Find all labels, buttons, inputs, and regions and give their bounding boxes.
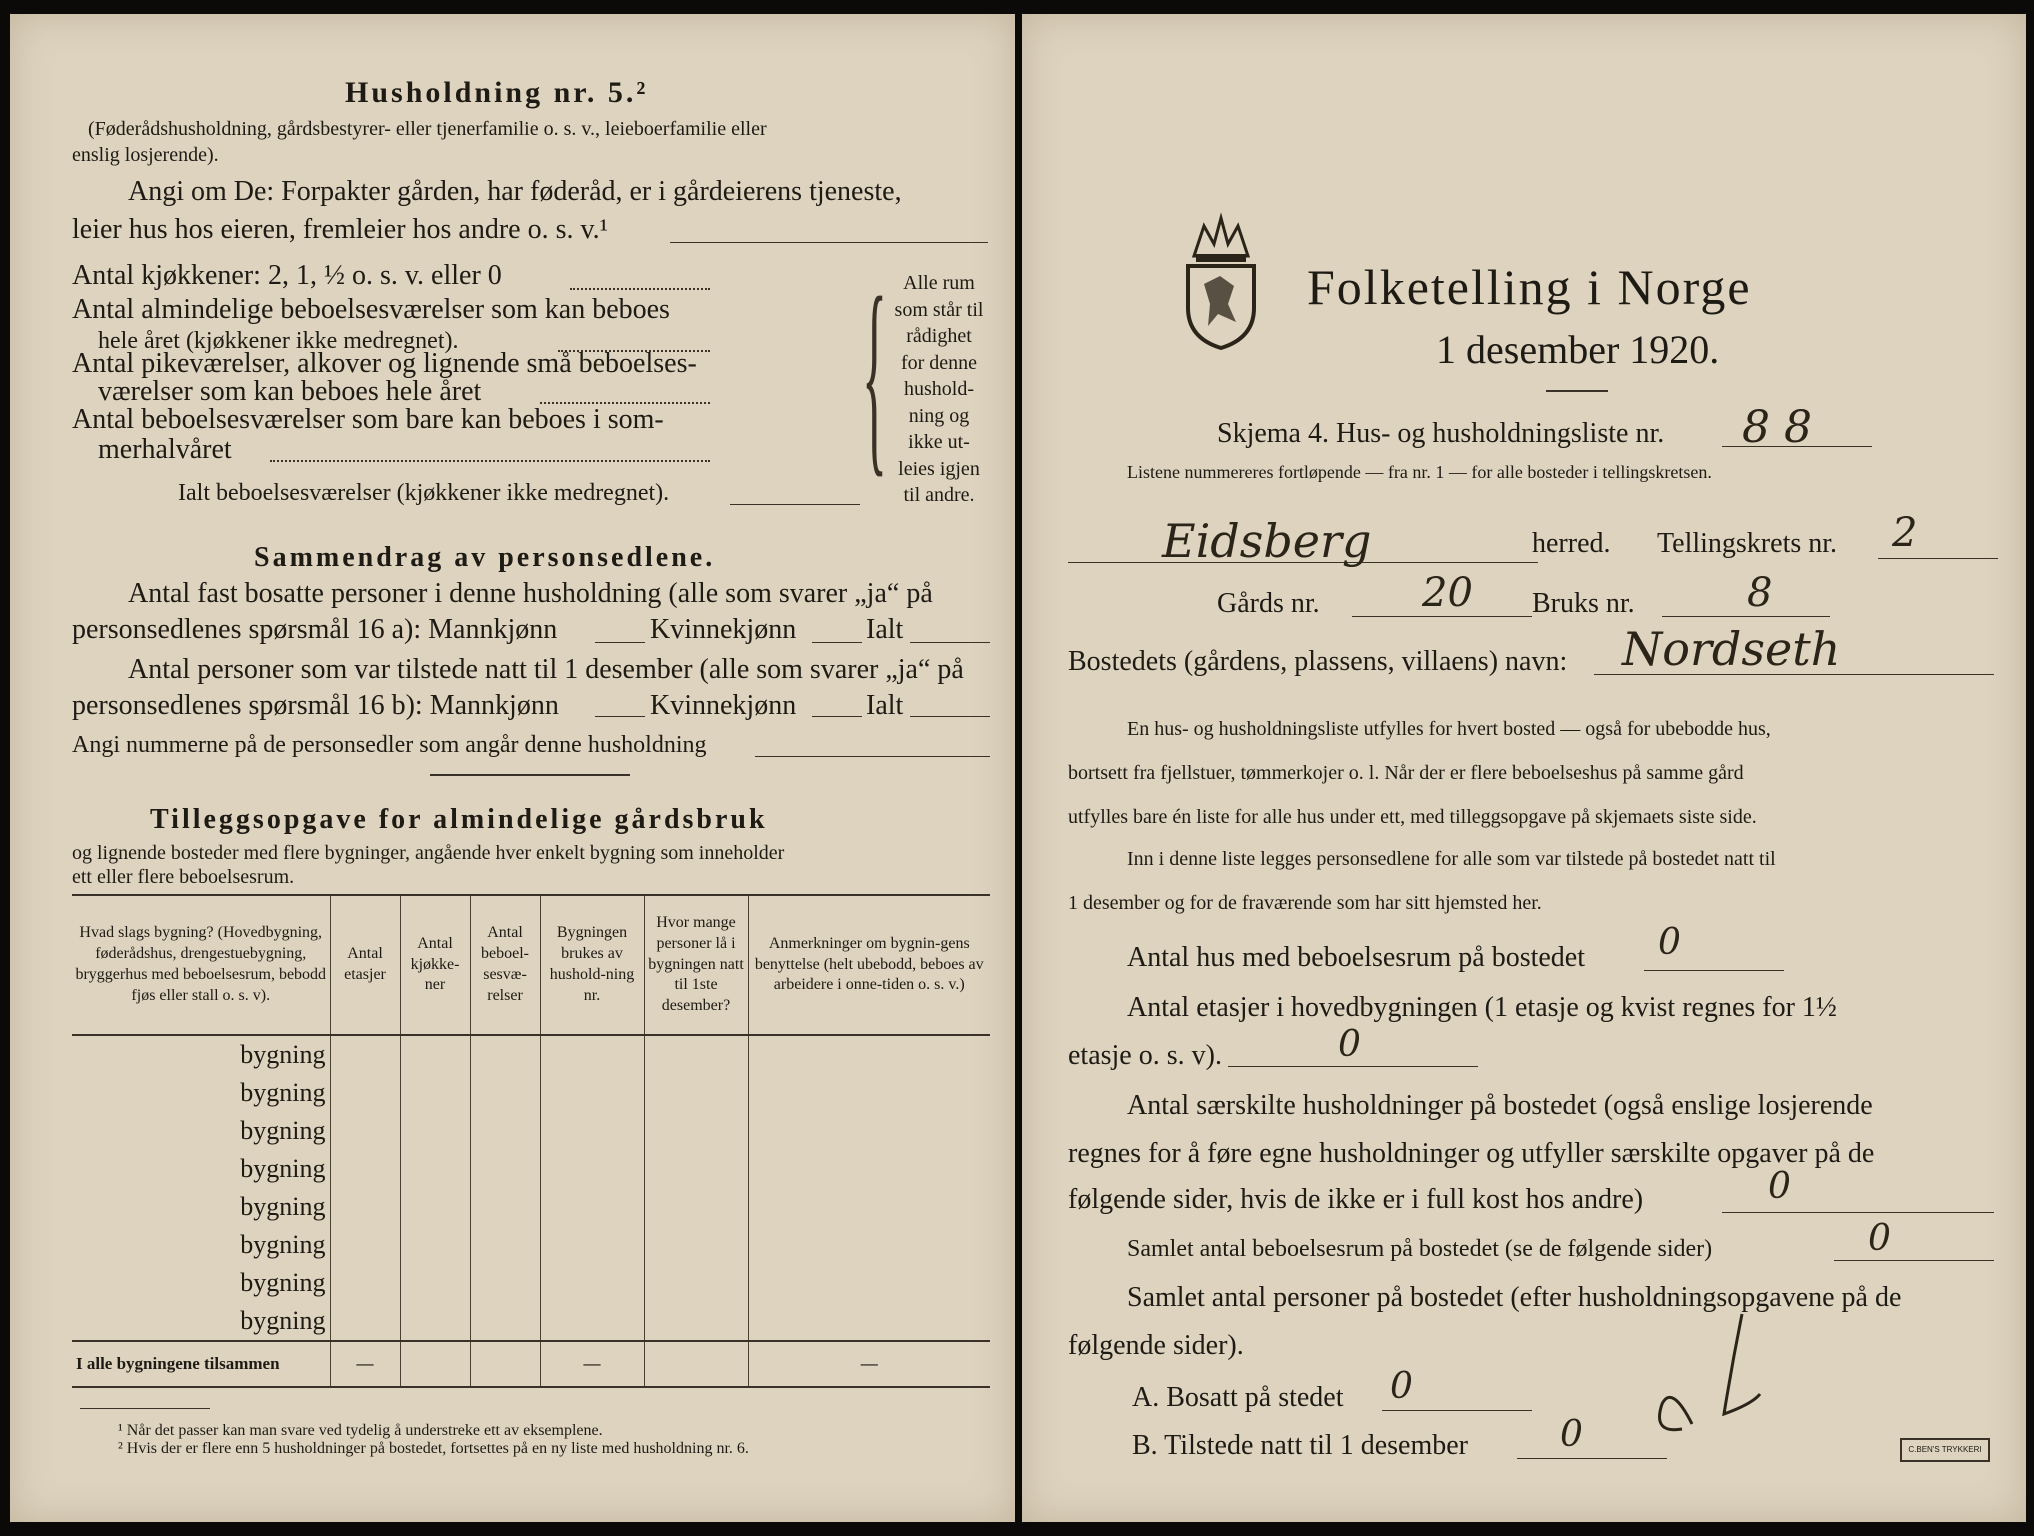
total-anmerkninger: — [860,1354,878,1373]
summary-line6: personsedlenes spørsmål 16 b): Mannkjønn [72,690,559,721]
handwritten-mark [1632,1294,1792,1444]
q-rum-value: 0 [1868,1218,1891,1259]
building-type-cell: bygning [72,1074,330,1112]
brace-note-line: leies igjen [898,457,980,480]
kjokkener-cell [400,1035,470,1074]
etasjer-cell [330,1112,400,1150]
kjokkener-cell [400,1264,470,1302]
anmerkninger-cell [748,1226,990,1264]
info-line2: bortsett fra fjellstuer, tømmerkojer o. l. Når der er flere beboelseshus på samme gård [1068,762,1744,784]
etasjer-cell [330,1302,400,1341]
etasjer-cell [330,1226,400,1264]
building-table-body [72,1035,990,1341]
household-intro-line1: (Føderådshusholdning, gårdsbestyrer- eller tjenerfamilie o. s. v., leieboerfamilie eller [88,118,767,140]
schema-label: Skjema 4. Hus- og husholdningsliste nr. [1217,418,1665,449]
building-type-cell: bygning [72,1035,330,1074]
rooms-brace: { [862,258,887,498]
tillegg-line2: ett eller flere beboelsesrum. [72,866,295,888]
building-row [72,1226,990,1264]
building-table [72,894,990,1388]
numbering-note: Listene nummereres fortløpende — fra nr. 1 — for alle bosteder i tellingskretsen. [1127,462,1712,482]
summary-kvinne-line [812,642,862,643]
rooms-total-line [730,504,860,505]
etasjer-cell [330,1035,400,1074]
total-kjokkener [400,1341,470,1387]
husholdning-cell [540,1264,644,1302]
bruks-label: Bruks nr. [1532,588,1635,619]
personer-cell [644,1035,748,1074]
anmerkninger-cell [748,1035,990,1074]
anmerkninger-cell [748,1112,990,1150]
q-hus-label: Antal hus med beboelsesrum på bostedet [1127,942,1586,973]
vaerelser-cell [470,1150,540,1188]
building-row [72,1035,990,1074]
vaerelser-cell [470,1188,540,1226]
summary-kvinne-label: Kvinnekjønn [650,614,797,645]
date-underline [1546,390,1608,392]
husholdning-cell [540,1035,644,1074]
summary-kvinne-line2 [812,716,862,717]
building-total-row [72,1341,990,1387]
personer-cell [644,1112,748,1150]
husholdning-cell [540,1074,644,1112]
kjokken-label: Antal kjøkkener: 2, 1, ½ o. s. v. eller 0 [72,260,502,291]
info-line3: utfylles bare én liste for alle hus under ett, med tilleggsopgave på skjemaets siste side. [1068,806,1757,828]
census-title: Folketelling i Norge [1307,259,1752,315]
angi-answer-line [670,242,988,243]
personer-cell [644,1074,748,1112]
building-type-cell: bygning [72,1112,330,1150]
q-rum-line [1834,1260,1994,1261]
building-table-header [72,895,990,1035]
summary-title: Sammendrag av personsedlene. [254,542,716,573]
etasjer-cell [330,1188,400,1226]
husholdning-cell [540,1112,644,1150]
building-row [72,1264,990,1302]
personer-cell [644,1264,748,1302]
tellingskrets-label: Tellingskrets nr. [1657,528,1838,559]
q-b-line [1517,1458,1667,1459]
gards-label: Gårds nr. [1217,588,1320,619]
q-etasjer-line [1228,1066,1478,1067]
summary-nummerne: Angi nummerne på de personsedler som angår denne husholdning [72,732,707,758]
q-hush-line3: følgende sider, hvis de ikke er i full kost hos andre) [1068,1184,1644,1215]
q-hush-line1: Antal særskilte husholdninger på bostedet (også enslige losjerende [1127,1090,1873,1121]
anmerkninger-cell [748,1188,990,1226]
building-row [72,1074,990,1112]
tellingskrets-value: 2 [1892,510,1918,556]
vaerelser-cell [470,1035,540,1074]
kjokkener-cell [400,1302,470,1341]
q-hus-line [1644,970,1784,971]
vaerelser-cell [470,1074,540,1112]
kjokkener-cell [400,1226,470,1264]
info-line4: Inn i denne liste legges personsedlene for alle som var tilstede på bostedet natt til [1127,848,1776,870]
summary-line5: Antal personer som var tilstede natt til 1 desember (alle som svarer „ja“ på [128,654,964,685]
tellingskrets-line [1878,558,1998,559]
anmerkninger-cell [748,1264,990,1302]
bosted-label: Bostedets (gårdens, plassens, villaens) navn: [1068,646,1568,677]
bosted-value: Nordseth [1622,622,1841,676]
col-building-type: Hvad slags bygning? (Hovedbygning, føderådshus, drengestuebygning, bryggerhus med beboelsesrum, bebodd fjøs eller stall o. s. v). [72,895,330,1035]
husholdning-cell [540,1188,644,1226]
building-type-cell: bygning [72,1264,330,1302]
summary-line2: personsedlenes spørsmål 16 a): Mannkjønn [72,614,558,645]
info-line1: En hus- og husholdningsliste utfylles for hvert bosted — også for ubebodde hus, [1127,718,1771,740]
col-anmerkninger: Anmerkninger om bygnin-gens benyttelse (helt ubebodd, beboes av arbeidere i onne-tiden o. s. v.) [754,934,984,994]
q-hush-value: 0 [1768,1166,1791,1207]
tillegg-title: Tilleggsopgave for almindelige gårdsbruk [150,804,768,835]
q-hus-value: 0 [1658,922,1681,963]
rooms-total-label: Ialt beboelsesværelser (kjøkkener ikke medregnet). [178,480,670,506]
summary-ialt-label: Ialt [866,614,904,645]
building-row [72,1188,990,1226]
rooms-line6: Antal beboelsesværelser som bare kan beboes i som- [72,404,664,435]
brace-note-line: som står til [894,298,984,321]
kjokkener-cell [400,1112,470,1150]
rooms-line7: merhalvåret [98,434,232,465]
tillegg-line1: og lignende bosteder med flere bygninger, angående hver enkelt bygning som inneholder [72,842,785,864]
herred-label: herred. [1532,528,1611,559]
total-vaerelser [470,1341,540,1387]
angi-line1: Angi om De: Forpakter gården, har føderåd, er i gårdeierens tjeneste, [128,176,902,207]
building-type-cell: bygning [72,1188,330,1226]
footnote-1: ¹ Når det passer kan man svare ved tydelig å understreke ett av eksemplene. [118,1422,603,1439]
kjokkener-cell [400,1188,470,1226]
q-b-label: B. Tilstede natt til 1 desember [1132,1430,1468,1461]
building-type-cell: bygning [72,1302,330,1341]
brace-note [878,270,1000,509]
brace-note-line: ning og [908,404,970,427]
q-a-line [1382,1410,1532,1411]
summary-ialt-line [910,642,990,643]
bruks-value: 8 [1747,570,1773,616]
kjokkener-cell [400,1074,470,1112]
col-etasjer: Antal etasjer [330,895,400,1035]
q-rum-label: Samlet antal beboelsesrum på bostedet (se de følgende sider) [1127,1236,1713,1262]
etasjer-cell [330,1150,400,1188]
brace-note-line: Alle rum [903,272,975,294]
section-divider [430,774,630,776]
husholdning-cell [540,1226,644,1264]
building-row [72,1302,990,1341]
rooms-line3: hele året (kjøkkener ikke medregnet). [98,328,459,354]
gards-line [1352,616,1532,617]
brace-note-line: for denne [900,351,978,374]
summary-mann-line [595,642,645,643]
summary-ialt-line2 [910,716,990,717]
household-intro-line2: enslig losjerende). [72,144,219,166]
brace-note-line: ikke ut- [908,431,970,453]
building-type-cell: bygning [72,1226,330,1264]
anmerkninger-cell [748,1302,990,1341]
col-personer: Hvor mange personer lå i bygningen natt til 1ste desember? [644,895,748,1035]
q-etasjer-value: 0 [1338,1024,1361,1065]
q-a-label: A. Bosatt på stedet [1132,1382,1344,1413]
anmerkninger-cell [748,1150,990,1188]
rooms-line4: Antal pikeværelser, alkover og lignende små beboelses- [72,348,697,379]
summary-ialt-label2: Ialt [866,690,904,721]
q-hush-line2: regnes for å føre egne husholdninger og utfyller særskilte opgaver på de [1068,1138,1875,1169]
summary-line1: Antal fast bosatte personer i denne husholdning (alle som svarer „ja“ på [128,578,933,609]
anmerkninger-cell [748,1074,990,1112]
personer-cell [644,1226,748,1264]
q-pers-line2: følgende sider). [1068,1330,1244,1361]
q-etasjer-line2: etasje o. s. v). [1068,1040,1222,1071]
q-b-value: 0 [1560,1414,1583,1455]
gards-value: 20 [1422,570,1473,616]
q-hush-line [1722,1212,1994,1213]
kjokken-dots [570,288,710,290]
left-page [10,14,1015,1522]
schema-nr-value: 8 8 [1742,402,1812,453]
building-type-cell: bygning [72,1150,330,1188]
etasjer-cell [330,1074,400,1112]
kjokkener-cell [400,1150,470,1188]
vaerelser-cell [470,1226,540,1264]
summary-mann-line2 [595,716,645,717]
footnote-rule [80,1408,210,1409]
total-husholdning: — [540,1341,644,1387]
bruks-line [1662,616,1830,617]
personer-cell [644,1188,748,1226]
brace-note-line: til andre. [903,484,975,506]
household-title: Husholdning nr. 5.² [345,76,649,109]
q-a-value: 0 [1390,1366,1413,1407]
building-row [72,1112,990,1150]
q-etasjer-line1: Antal etasjer i hovedbygningen (1 etasje og kvist regnes for 1½ [1127,992,1837,1023]
personer-cell [644,1302,748,1341]
summary-kvinne-label2: Kvinnekjønn [650,690,797,721]
vaerelser-cell [470,1112,540,1150]
building-row [72,1150,990,1188]
q-pers-line1: Samlet antal personer på bostedet (efter husholdningsopgavene på de [1127,1282,1902,1313]
col-kjokkener: Antal kjøkke-ner [400,895,470,1035]
col-husholdning: Bygningen brukes av hushold-ning nr. [540,895,644,1035]
summary-nummerne-line [755,756,990,757]
husholdning-cell [540,1302,644,1341]
brace-note-line: rådighet [906,325,972,347]
info-line5: 1 desember og for de fraværende som har sitt hjemsted her. [1068,892,1542,914]
footnote-2: ² Hvis der er flere enn 5 husholdninger på bostedet, fortsettes på en ny liste med husholdning nr. 6. [118,1440,749,1457]
husholdning-cell [540,1150,644,1188]
brace-note-line: hushold- [904,378,974,400]
rooms-line2: Antal almindelige beboelsesværelser som kan beboes [72,294,670,325]
vaerelser-cell [470,1302,540,1341]
total-etasjer: — [330,1341,400,1387]
angi-line2: leier hus hos eieren, fremleier hos andre o. s. v.¹ [72,214,609,245]
right-page [1022,14,2026,1522]
norway-coat-of-arms [1184,204,1258,350]
personer-cell [644,1150,748,1188]
col-vaerelser: Antal beboel-sesvæ-relser [470,895,540,1035]
vaerelser-cell [470,1264,540,1302]
printer-stamp: C.BEN'S TRYKKERI [1900,1438,1990,1462]
total-label: I alle bygningene tilsammen [72,1341,330,1387]
etasjer-cell [330,1264,400,1302]
total-personer [644,1341,748,1387]
rooms-line5: værelser som kan beboes hele året [98,376,482,407]
census-date: 1 desember 1920. [1436,327,1720,372]
rooms-dots3 [270,460,710,462]
herred-value: Eidsberg [1162,514,1372,568]
